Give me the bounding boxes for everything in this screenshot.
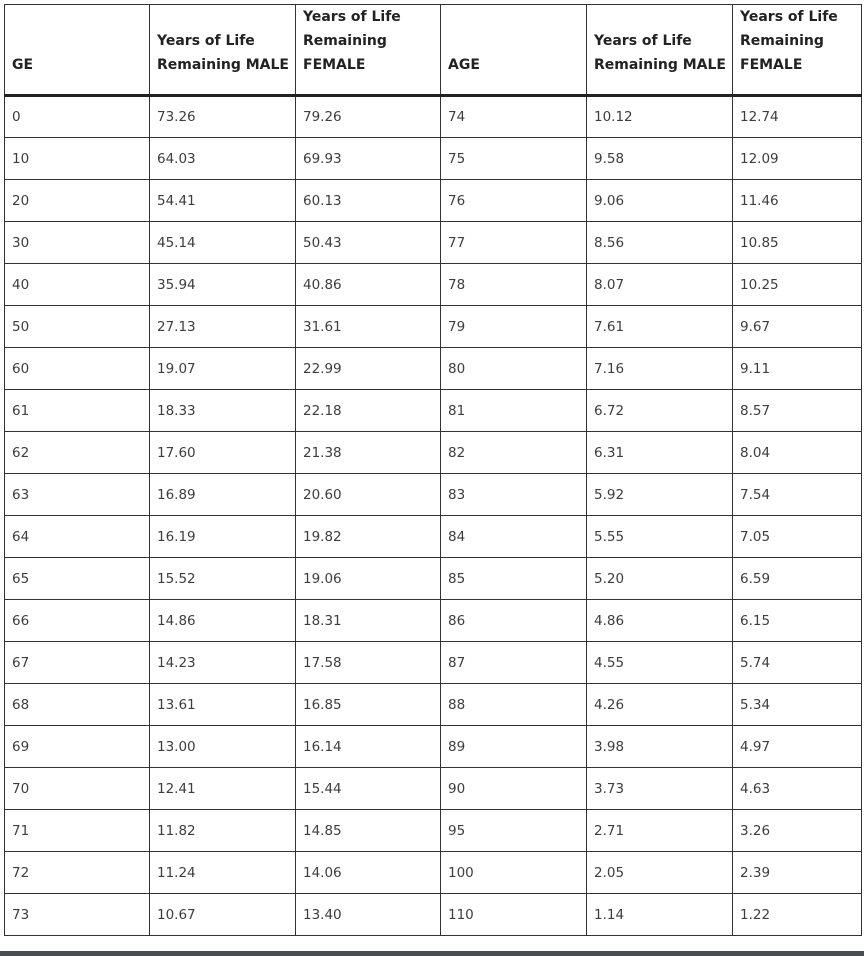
header-male-2: Years of Life Remaining MALE (587, 5, 733, 96)
male-years-cell: 8.56 (587, 222, 733, 264)
age-cell: 60 (5, 348, 150, 390)
header-male-1: Years of Life Remaining MALE (150, 5, 296, 96)
table-row (5, 894, 862, 936)
male-years-cell: 1.14 (587, 894, 733, 936)
age-cell: 68 (5, 684, 150, 726)
table-row (5, 348, 862, 390)
header-age-2: AGE (441, 5, 587, 96)
table-row (5, 96, 862, 138)
age-cell: 20 (5, 180, 150, 222)
female-years-cell: 12.09 (733, 138, 862, 180)
age-cell: 75 (441, 138, 587, 180)
female-years-cell: 8.04 (733, 432, 862, 474)
female-years-cell: 4.97 (733, 726, 862, 768)
age-cell: 65 (5, 558, 150, 600)
male-years-cell: 27.13 (150, 306, 296, 348)
female-years-cell: 2.39 (733, 852, 862, 894)
female-years-cell: 19.06 (296, 558, 441, 600)
table-row (5, 264, 862, 306)
male-years-cell: 14.86 (150, 600, 296, 642)
male-years-cell: 35.94 (150, 264, 296, 306)
male-years-cell: 7.61 (587, 306, 733, 348)
female-years-cell: 9.11 (733, 348, 862, 390)
age-cell: 64 (5, 516, 150, 558)
male-years-cell: 16.89 (150, 474, 296, 516)
female-years-cell: 7.05 (733, 516, 862, 558)
female-years-cell: 22.18 (296, 390, 441, 432)
table-row (5, 138, 862, 180)
age-cell: 62 (5, 432, 150, 474)
female-years-cell: 16.14 (296, 726, 441, 768)
age-cell: 85 (441, 558, 587, 600)
female-years-cell: 9.67 (733, 306, 862, 348)
male-years-cell: 14.23 (150, 642, 296, 684)
age-cell: 80 (441, 348, 587, 390)
table-row (5, 726, 862, 768)
male-years-cell: 5.92 (587, 474, 733, 516)
life-expectancy-table (4, 4, 862, 936)
male-years-cell: 10.12 (587, 96, 733, 138)
age-cell: 71 (5, 810, 150, 852)
table-row (5, 306, 862, 348)
female-years-cell: 11.46 (733, 180, 862, 222)
female-years-cell: 21.38 (296, 432, 441, 474)
male-years-cell: 4.26 (587, 684, 733, 726)
male-years-cell: 64.03 (150, 138, 296, 180)
female-years-cell: 16.85 (296, 684, 441, 726)
table-row (5, 600, 862, 642)
male-years-cell: 6.72 (587, 390, 733, 432)
male-years-cell: 12.41 (150, 768, 296, 810)
table-row (5, 180, 862, 222)
male-years-cell: 3.98 (587, 726, 733, 768)
age-cell: 100 (441, 852, 587, 894)
age-cell: 95 (441, 810, 587, 852)
male-years-cell: 3.73 (587, 768, 733, 810)
female-years-cell: 12.74 (733, 96, 862, 138)
male-years-cell: 5.55 (587, 516, 733, 558)
table-row (5, 810, 862, 852)
age-cell: 50 (5, 306, 150, 348)
female-years-cell: 14.85 (296, 810, 441, 852)
age-cell: 87 (441, 642, 587, 684)
female-years-cell: 13.40 (296, 894, 441, 936)
male-years-cell: 6.31 (587, 432, 733, 474)
male-years-cell: 11.24 (150, 852, 296, 894)
female-years-cell: 15.44 (296, 768, 441, 810)
age-cell: 89 (441, 726, 587, 768)
male-years-cell: 13.61 (150, 684, 296, 726)
table-row (5, 222, 862, 264)
age-cell: 79 (441, 306, 587, 348)
header-row (5, 5, 862, 96)
age-cell: 74 (441, 96, 587, 138)
female-years-cell: 7.54 (733, 474, 862, 516)
male-years-cell: 2.05 (587, 852, 733, 894)
female-years-cell: 17.58 (296, 642, 441, 684)
age-cell: 77 (441, 222, 587, 264)
male-years-cell: 4.55 (587, 642, 733, 684)
age-cell: 0 (5, 96, 150, 138)
table-row (5, 390, 862, 432)
age-cell: 70 (5, 768, 150, 810)
male-years-cell: 9.58 (587, 138, 733, 180)
table-body (5, 96, 862, 936)
female-years-cell: 60.13 (296, 180, 441, 222)
age-cell: 78 (441, 264, 587, 306)
male-years-cell: 16.19 (150, 516, 296, 558)
female-years-cell: 5.74 (733, 642, 862, 684)
age-cell: 66 (5, 600, 150, 642)
age-cell: 84 (441, 516, 587, 558)
male-years-cell: 7.16 (587, 348, 733, 390)
female-years-cell: 19.82 (296, 516, 441, 558)
female-years-cell: 10.85 (733, 222, 862, 264)
female-years-cell: 6.59 (733, 558, 862, 600)
age-cell: 72 (5, 852, 150, 894)
table-row (5, 684, 862, 726)
age-cell: 61 (5, 390, 150, 432)
header-age-1: GE (5, 5, 150, 96)
male-years-cell: 54.41 (150, 180, 296, 222)
male-years-cell: 15.52 (150, 558, 296, 600)
header-female-1: Years of Life Remaining FEMALE (296, 5, 441, 96)
female-years-cell: 10.25 (733, 264, 862, 306)
age-cell: 86 (441, 600, 587, 642)
table-row (5, 474, 862, 516)
female-years-cell: 5.34 (733, 684, 862, 726)
female-years-cell: 22.99 (296, 348, 441, 390)
table-row (5, 852, 862, 894)
age-cell: 82 (441, 432, 587, 474)
female-years-cell: 20.60 (296, 474, 441, 516)
age-cell: 10 (5, 138, 150, 180)
table-row (5, 768, 862, 810)
female-years-cell: 69.93 (296, 138, 441, 180)
male-years-cell: 10.67 (150, 894, 296, 936)
age-cell: 83 (441, 474, 587, 516)
male-years-cell: 19.07 (150, 348, 296, 390)
table-header (5, 5, 862, 96)
female-years-cell: 40.86 (296, 264, 441, 306)
age-cell: 30 (5, 222, 150, 264)
age-cell: 81 (441, 390, 587, 432)
female-years-cell: 18.31 (296, 600, 441, 642)
male-years-cell: 18.33 (150, 390, 296, 432)
female-years-cell: 3.26 (733, 810, 862, 852)
age-cell: 110 (441, 894, 587, 936)
age-cell: 88 (441, 684, 587, 726)
female-years-cell: 6.15 (733, 600, 862, 642)
male-years-cell: 13.00 (150, 726, 296, 768)
female-years-cell: 8.57 (733, 390, 862, 432)
age-cell: 40 (5, 264, 150, 306)
table-row (5, 516, 862, 558)
male-years-cell: 17.60 (150, 432, 296, 474)
table-row (5, 432, 862, 474)
age-cell: 76 (441, 180, 587, 222)
bottom-edge-bar (0, 951, 864, 956)
male-years-cell: 11.82 (150, 810, 296, 852)
female-years-cell: 79.26 (296, 96, 441, 138)
male-years-cell: 5.20 (587, 558, 733, 600)
male-years-cell: 4.86 (587, 600, 733, 642)
table-row (5, 642, 862, 684)
age-cell: 67 (5, 642, 150, 684)
male-years-cell: 45.14 (150, 222, 296, 264)
male-years-cell: 73.26 (150, 96, 296, 138)
table-row (5, 558, 862, 600)
female-years-cell: 4.63 (733, 768, 862, 810)
male-years-cell: 9.06 (587, 180, 733, 222)
header-female-2: Years of Life Remaining FEMALE (733, 5, 862, 96)
female-years-cell: 50.43 (296, 222, 441, 264)
age-cell: 90 (441, 768, 587, 810)
male-years-cell: 8.07 (587, 264, 733, 306)
male-years-cell: 2.71 (587, 810, 733, 852)
female-years-cell: 1.22 (733, 894, 862, 936)
female-years-cell: 31.61 (296, 306, 441, 348)
age-cell: 69 (5, 726, 150, 768)
age-cell: 63 (5, 474, 150, 516)
age-cell: 73 (5, 894, 150, 936)
female-years-cell: 14.06 (296, 852, 441, 894)
